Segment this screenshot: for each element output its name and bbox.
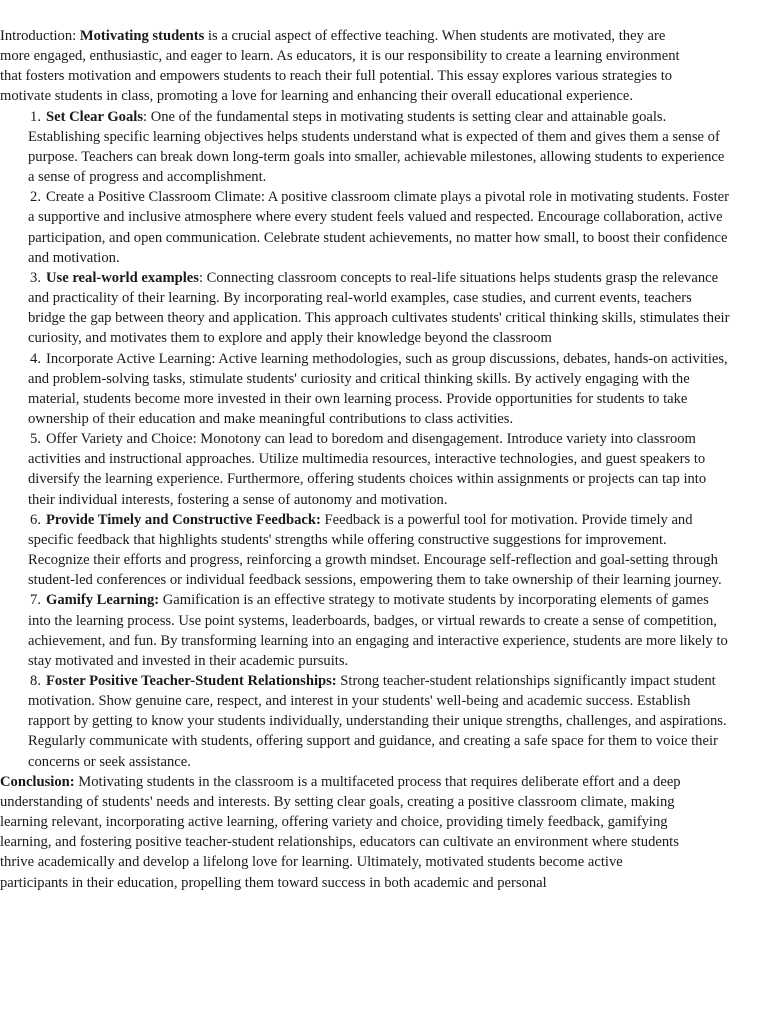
list-item-heading: Provide Timely and Constructive Feedback: — [46, 511, 321, 528]
list-item-text: Strong teacher-student relationships significantly impact student motivation. Show genuine care, respect, and interest in your students' well-being and academic success. Establish rapport by getting to know your students individually, understanding their unique strengths, challenges, and aspirations. Regularly communicate with students, offering support and guidance, and creating a safe space for them to voice their concerns or seek assistance. — [28, 673, 727, 770]
conclusion-label: Conclusion: — [0, 773, 75, 790]
list-item-text: Incorporate Active Learning: Active learning methodologies, such as group discussions, debates, hands-on activities, and problem-solving tasks, stimulate students' curiosity and critical thinking skills. By actively engaging with the material, students become more invested in their own learning process. Provide opportunities for students to take ownership of their education and make meaningful contributions to class activities. — [28, 350, 728, 427]
list-item-number: 8. — [30, 673, 41, 689]
list-item-number: 7. — [30, 592, 41, 609]
list-item-number: 4. — [30, 350, 41, 367]
list-item-8 — [28, 671, 730, 772]
list-item-7 — [28, 590, 730, 671]
list-item-heading: Foster Positive Teacher-Student Relationships: — [46, 673, 337, 689]
list-item-3 — [28, 268, 730, 349]
list-item-heading: Use real-world examples — [46, 269, 199, 286]
list-item-text: Feedback is a powerful tool for motivation. Provide timely and specific feedback that highlights students' strengths while offering constructive suggestions for improvement. Recognize their efforts and progress, reinforcing a growth mindset. Encourage self-reflection and goal-setting through student-led conferences or individual feedback sessions, empowering them to take ownership of their learning journey. — [28, 511, 722, 589]
list-item-text: Offer Variety and Choice: Monotony can lead to boredom and disengagement. Introduce variety into classroom activities and instructional approaches. Utilize multimedia resources, interactive technologies, and guest speakers to diversify the learning experience. Furthermore, offering students choices within assignments or projects can tap into their individual interests, fostering a sense of autonomy and motivation. — [28, 431, 707, 508]
list-item-number: 6. — [30, 511, 41, 528]
list-item-text: : One of the fundamental steps in motivating students is setting clear and attainable goals. Establishing specific learning objectives helps students understand what is expected of them and gives them a sense of purpose. Teachers can break down long-term goals into smaller, achievable milestones, allowing students to experience a sense of progress and accomplishment. — [28, 108, 725, 186]
list-item-number: 5. — [30, 431, 41, 448]
introduction-paragraph — [0, 26, 690, 107]
list-item-number: 2. — [30, 189, 41, 206]
list-item-1 — [28, 107, 730, 188]
list-item-4 — [28, 349, 730, 430]
intro-text: is a crucial aspect of effective teaching. When students are motivated, they are more engaged, enthusiastic, and eager to learn. As educators, it is our responsibility to create a learning environment that fosters motivation and empowers students to reach their full potential. This essay explores various strategies to motivate students in class, promoting a love for learning and enhancing their overall educational experience. — [0, 28, 680, 105]
intro-prefix: Introduction: — [0, 28, 80, 44]
conclusion-text: Motivating students in the classroom is a multifaceted process that requires deliberate effort and a deep understanding of students' needs and interests. By setting clear goals, creating a positive classroom climate, making learning relevant, incorporating active learning, offering variety and choice, providing timely feedback, gamifying learning, and fostering positive teacher-student relationships, educators can cultivate an environment where students thrive academically and develop a lifelong love for learning. Ultimately, motivated students become active participants in their education, propelling them toward success in both academic and personal — [0, 773, 681, 891]
list-item-6 — [28, 510, 730, 591]
document-page — [0, 26, 768, 893]
intro-bold-phrase: Motivating students — [79, 28, 205, 44]
list-item-text: : Connecting classroom concepts to real-life situations helps students grasp the relevance and practicality of their learning. By incorporating real-world examples, case studies, and current events, teachers bridge the gap between theory and application. This approach cultivates students' critical thinking skills, stimulates their curiosity, and motivates them to explore and apply their knowledge beyond the classroom — [28, 269, 730, 347]
list-item-text: Create a Positive Classroom Climate: A positive classroom climate plays a pivotal role in motivating students. Foster a supportive and inclusive atmosphere where every student feels valued and respected. Encourage collaboration, active participation, and open communication. Celebrate student achievements, no matter how small, to boost their confidence and motivation. — [28, 189, 729, 266]
list-item-heading: Set Clear Goals — [46, 108, 144, 125]
list-item-heading: Gamify Learning: — [46, 592, 160, 609]
list-item-5 — [28, 429, 730, 510]
conclusion-paragraph — [0, 772, 690, 893]
list-item-2 — [28, 187, 730, 268]
list-item-number: 3. — [30, 269, 41, 286]
list-item-text: Gamification is an effective strategy to motivate students by incorporating elements of games into the learning process. Use point systems, leaderboards, badges, or virtual rewards to create a sense of competition, achievement, and fun. By transforming learning into an engaging and interactive experience, students are more likely to stay motivated and invested in their academic pursuits. — [28, 592, 728, 669]
list-item-number: 1. — [30, 108, 41, 125]
